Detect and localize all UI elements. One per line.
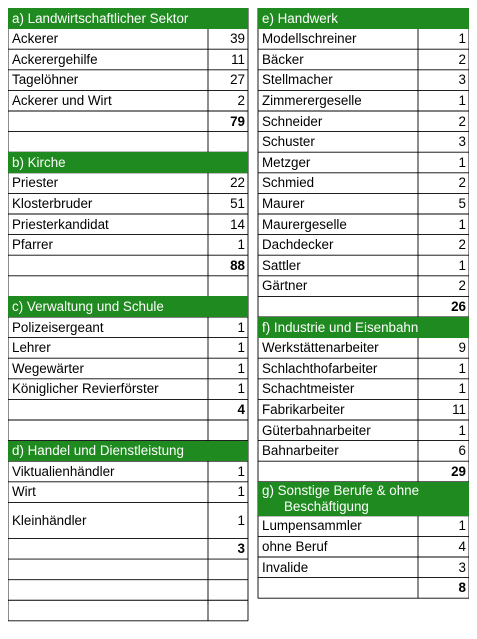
section-total-f: 29 (451, 463, 466, 479)
row-value: 1 (237, 319, 245, 335)
section-total-g: 8 (458, 580, 466, 596)
row-value: 2 (237, 92, 245, 108)
row-value: 1 (237, 360, 245, 376)
row-label: Dachdecker (262, 237, 334, 253)
row-label: Invalide (262, 559, 309, 575)
section-header-g-line1: g) Sonstige Berufe & ohne (262, 483, 420, 499)
row-label: Polizeisergeant (12, 319, 104, 335)
row-value: 1 (458, 31, 466, 47)
row-label: Fabrikarbeiter (262, 401, 345, 417)
row-label: ohne Beruf (262, 538, 328, 554)
row-label: Schachtmeister (262, 381, 355, 397)
row-value: 5 (458, 195, 466, 211)
row-value: 14 (230, 216, 245, 232)
row-label: Metzger (262, 154, 311, 170)
row-value: 3 (458, 72, 466, 88)
row-value: 1 (237, 463, 245, 479)
row-label: Viktualienhändler (12, 463, 115, 479)
row-label: Lumpensammler (262, 518, 362, 534)
row-label: Wegewärter (12, 360, 84, 376)
row-value: 1 (237, 340, 245, 356)
row-value: 1 (458, 422, 466, 438)
row-value: 2 (458, 278, 466, 294)
section-header-f: f) Industrie und Eisenbahn (258, 317, 469, 338)
row-label: Kleinhändler (12, 512, 87, 528)
row-label: Maurergeselle (262, 216, 347, 232)
row-value: 22 (230, 175, 245, 191)
row-label: Priesterkandidat (12, 216, 109, 232)
row-value: 51 (230, 195, 245, 211)
row-value: 3 (458, 559, 466, 575)
row-value: 11 (231, 51, 245, 67)
row-value: 1 (458, 360, 466, 376)
row-label: Ackerer (12, 31, 59, 47)
row-label: Zimmerergeselle (262, 92, 362, 108)
row-label: Bäcker (262, 51, 304, 67)
section-header-c: c) Verwaltung und Schule (8, 296, 248, 317)
section-header-g (258, 482, 469, 516)
row-value: 2 (458, 237, 466, 253)
row-label: Gärtner (262, 278, 308, 294)
row-label: Tagelöhner (12, 72, 79, 88)
row-label: Lehrer (12, 340, 51, 356)
row-label: Schuster (262, 134, 315, 150)
row-label: Klosterbruder (12, 195, 93, 211)
row-value: 1 (237, 237, 245, 253)
row-value: 1 (237, 381, 245, 397)
row-label: Schlachthofarbeiter (262, 360, 378, 376)
row-value: 1 (458, 257, 466, 273)
row-value: 1 (237, 484, 245, 500)
row-label: Sattler (262, 257, 301, 273)
section-total-a: 79 (230, 113, 245, 129)
row-value: 6 (458, 443, 466, 459)
row-value: 1 (458, 518, 466, 534)
row-value: 1 (458, 381, 466, 397)
row-label: Pfarrer (12, 237, 53, 253)
row-label: Ackerergehilfe (12, 51, 98, 67)
row-value: 2 (458, 175, 466, 191)
row-label: Wirt (12, 484, 36, 500)
section-header-e: e) Handwerk (258, 8, 469, 29)
section-total-c: 4 (237, 401, 245, 417)
row-value: 1 (237, 512, 245, 528)
row-label: Schmied (262, 175, 315, 191)
row-label: Maurer (262, 195, 305, 211)
row-label: Werkstättenarbeiter (262, 340, 379, 356)
row-value: 4 (458, 538, 466, 554)
row-value: 9 (458, 340, 466, 356)
row-value: 2 (458, 51, 466, 67)
occupation-table (8, 8, 469, 628)
row-label: Priester (12, 175, 59, 191)
section-total-d: 3 (237, 541, 245, 557)
section-total-b: 88 (230, 257, 245, 273)
row-value: 27 (230, 72, 245, 88)
row-value: 39 (230, 31, 245, 47)
row-value: 1 (458, 216, 466, 232)
section-header-g-line2: Beschäftigung (284, 498, 369, 514)
row-label: Schneider (262, 113, 323, 129)
section-header-a: a) Landwirtschaftlicher Sektor (8, 8, 248, 29)
row-label: Modellschreiner (262, 31, 357, 47)
section-header-d: d) Handel und Dienstleistung (8, 441, 248, 462)
row-label: Güterbahnarbeiter (262, 422, 371, 438)
row-value: 1 (458, 92, 466, 108)
section-header-b: b) Kirche (8, 152, 248, 173)
row-value: 11 (452, 401, 466, 417)
row-label: Stellmacher (262, 72, 333, 88)
row-label: Ackerer und Wirt (12, 92, 112, 108)
row-value: 1 (458, 154, 466, 170)
row-value: 2 (458, 113, 466, 129)
row-value: 3 (458, 134, 466, 150)
section-total-e: 26 (451, 298, 466, 314)
row-label: Königlicher Revierförster (12, 381, 159, 397)
row-label: Bahnarbeiter (262, 443, 339, 459)
